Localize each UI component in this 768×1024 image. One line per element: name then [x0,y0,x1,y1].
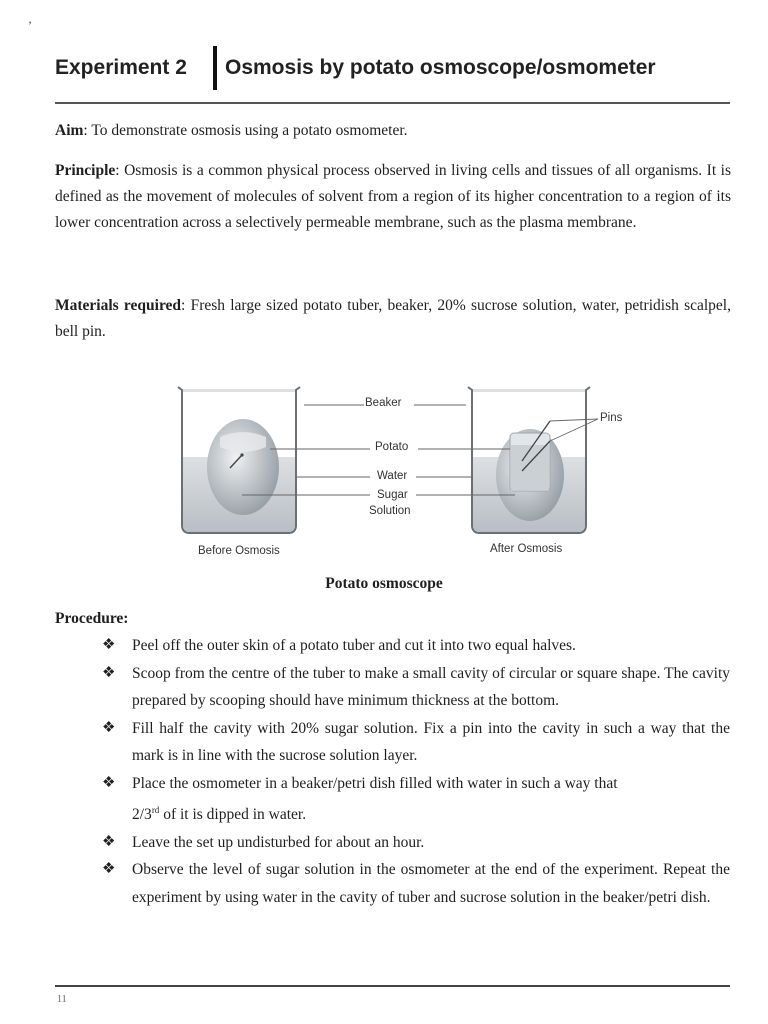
label-pins: Pins [600,412,623,424]
principle-text: : Osmosis is a common physical process observed in living cells and tissues of all organisms. It is defined as the movement of molecules of solvent from a region of its higher concentration to a region of its lower concentration across a selectively permeable membrane, such as the plasma membrane. [55,162,731,231]
list-item: ❖ Scoop from the centre of the tuber to make a small cavity of circular or square shape. The cavity prepared by scooping should have minimum thickness at the bottom. [100,660,730,715]
principle-label: Principle [55,162,116,179]
aim-label: Aim [55,122,84,139]
bottom-rule [55,985,730,987]
label-water: Water [377,470,408,482]
label-potato: Potato [375,441,409,453]
bullet-icon: ❖ [102,719,116,736]
bullet-icon: ❖ [102,833,116,850]
beaker-before [178,387,300,533]
bullet-icon: ❖ [102,637,116,653]
caption-before-osmosis: Before Osmosis [198,545,280,557]
list-item: ❖ Peel off the outer skin of a potato tuber and cut it into two equal halves. [100,632,730,660]
fraction-superscript: rd [151,805,160,815]
experiment-label: Experiment 2 [55,56,187,79]
label-beaker: Beaker [365,397,402,409]
list-item: ❖ Fill half the cavity with 20% sugar solution. Fix a pin into the cavity in such a way that the mark is in line with the sucrose solution layer. [100,715,730,770]
page-number: 11 [57,994,67,1005]
aim-text: : To demonstrate osmosis using a potato osmometer. [83,122,408,139]
label-sugar: Sugar [377,489,408,501]
list-item: ❖ Leave the set up undisturbed for about an hour. [100,829,730,857]
label-solution: Solution [369,505,411,517]
header-divider [213,46,217,90]
materials-text: : Fresh large sized potato tuber, beaker, 20% sucrose solution, water, petridish scalpel, bell pin. [55,297,731,340]
caption-after-osmosis: After Osmosis [490,543,563,555]
materials-label: Materials required [55,297,182,314]
margin-tick: ’ [28,18,32,32]
procedure-list [100,632,730,911]
materials-paragraph [55,293,731,345]
page-title: Osmosis by potato osmoscope/osmometer [225,56,656,79]
bullet-icon: ❖ [102,774,116,791]
osmoscope-figure [170,375,640,565]
aim-paragraph [55,118,731,144]
bullet-icon: ❖ [102,664,116,681]
list-item: ❖ Place the osmometer in a beaker/petri dish filled with water in such a way that 2/3rd of it is dipped in water. [100,770,730,829]
procedure-heading: Procedure: [55,610,129,627]
beaker-after [468,387,590,533]
list-item: ❖ Observe the level of sugar solution in the osmometer at the end of the experiment. Repeat the experiment by using water in the cavity of tuber and sucrose solution in the beaker/petri dish. [100,856,730,911]
top-rule [55,102,730,104]
principle-paragraph [55,158,731,236]
figure-title: Potato osmoscope [325,575,443,592]
bullet-icon: ❖ [102,861,116,878]
experiment-header [55,46,745,90]
fraction-text: 2/3 [132,806,152,824]
